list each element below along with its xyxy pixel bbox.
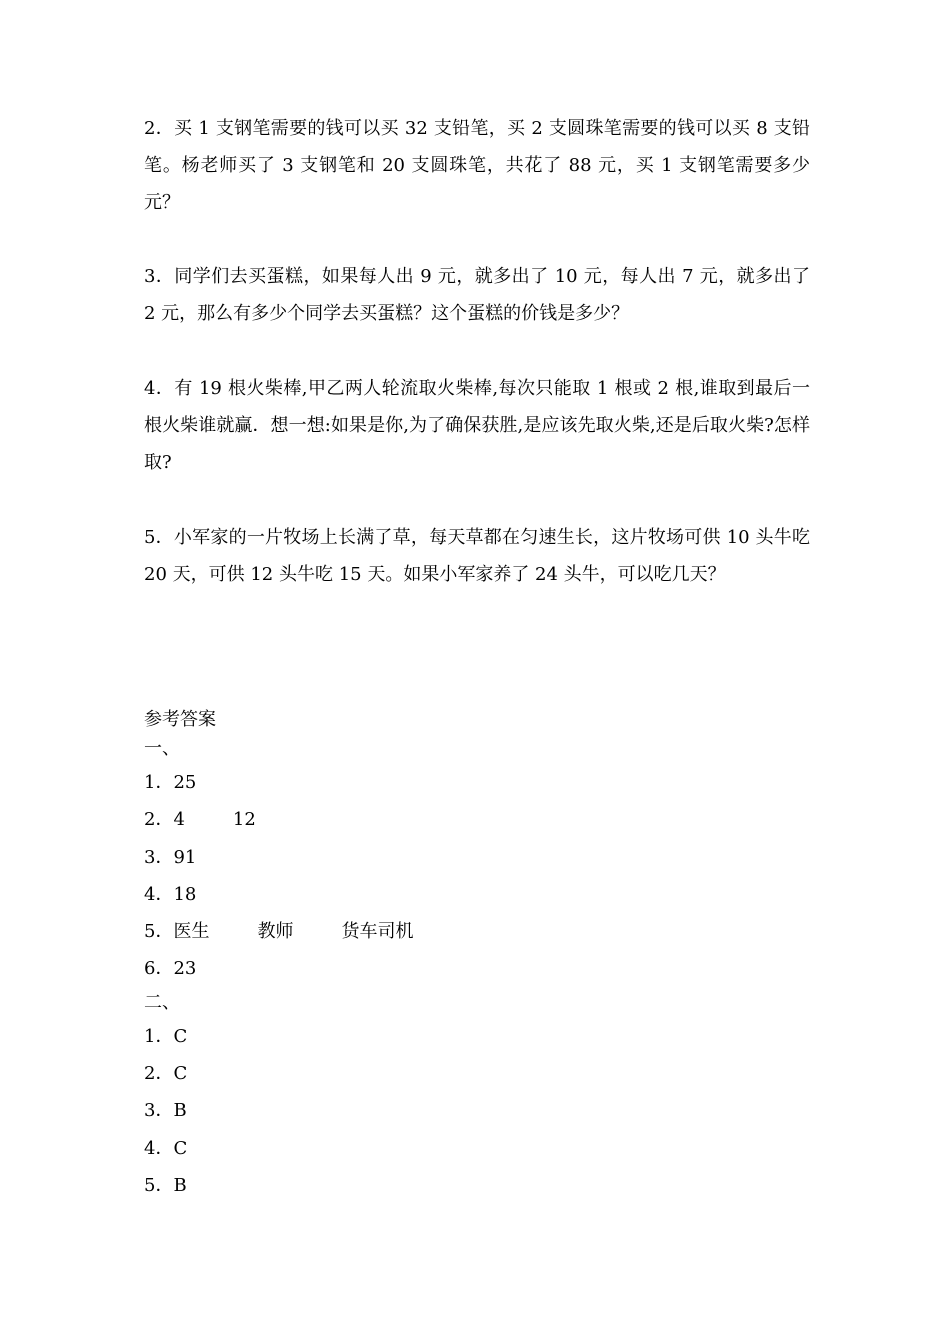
answer-value: 教师: [257, 921, 294, 943]
problem-2: 2．买 1 支钢笔需要的钱可以买 32 支铅笔，买 2 支圆珠笔需要的钱可以买 8 支铅笔。杨老师买了 3 支钢笔和 20 支圆珠笔，共花了 88 元，买 1 支钢笔需要多少元？: [144, 118, 810, 213]
answer-number: 1．: [144, 1025, 174, 1047]
answer-value: C: [173, 1137, 188, 1159]
answer-value: 医生: [173, 921, 210, 943]
answer-row: [144, 1167, 810, 1204]
answer-value: 25: [173, 772, 197, 793]
answer-row: [144, 839, 810, 876]
problem-5: 5．小军家的一片牧场上长满了草，每天草都在匀速生长，这片牧场可供 10 头牛吃 20 天，可供 12 头牛吃 15 天。如果小军家养了 24 头牛，可以吃几天？: [144, 527, 810, 585]
answer-number: 4．: [144, 1137, 174, 1159]
problem-3: 3．同学们去买蛋糕，如果每人出 9 元，就多出了 10 元，每人出 7 元，就多出了 2 元，那么有多少个同学去买蛋糕？这个蛋糕的价钱是多少？: [144, 266, 810, 324]
answer-number: 5．: [144, 1174, 174, 1196]
problem-4: 4．有 19 根火柴棒,甲乙两人轮流取火柴棒,每次只能取 1 根或 2 根,谁取到最后一根火柴谁就赢．想一想:如果是你,为了确保获胜,是应该先取火柴,还是后取火柴?怎样取?: [144, 378, 810, 473]
answer-row: [144, 801, 810, 838]
answer-number: 3．: [144, 846, 174, 868]
answer-row: [144, 1055, 810, 1092]
answer-row: [144, 764, 810, 801]
answer-row: [144, 1092, 810, 1129]
answer-value: 4: [173, 809, 185, 831]
answer-value: C: [173, 1063, 188, 1085]
answer-number: 3．: [144, 1100, 174, 1122]
answer-value: B: [173, 1100, 187, 1122]
answer-number: 1．: [144, 772, 174, 793]
answer-value: 23: [173, 958, 197, 980]
section-1-title: 一、: [144, 738, 180, 759]
answer-value: 货车司机: [341, 921, 414, 943]
answer-row: [144, 913, 810, 950]
answer-key: [144, 706, 810, 1204]
answer-row: [144, 1018, 810, 1055]
answer-number: 4．: [144, 883, 174, 905]
answer-row: [144, 1130, 810, 1167]
answer-value: 18: [173, 883, 197, 905]
answer-value: 91: [173, 846, 197, 868]
section-2-list: [144, 1018, 810, 1204]
answer-value: 12: [232, 809, 256, 831]
answer-value: B: [173, 1174, 187, 1196]
answer-key-heading: 参考答案: [144, 709, 216, 730]
section-1-list: [144, 764, 810, 988]
answer-number: 6．: [144, 958, 174, 980]
section-2-title: 二、: [144, 991, 180, 1013]
answer-row: [144, 876, 810, 913]
answer-row: [144, 950, 810, 987]
answer-number: 2．: [144, 1063, 174, 1085]
answer-value: C: [173, 1025, 188, 1047]
answer-number: 2．: [144, 809, 174, 831]
answer-number: 5．: [144, 921, 174, 943]
